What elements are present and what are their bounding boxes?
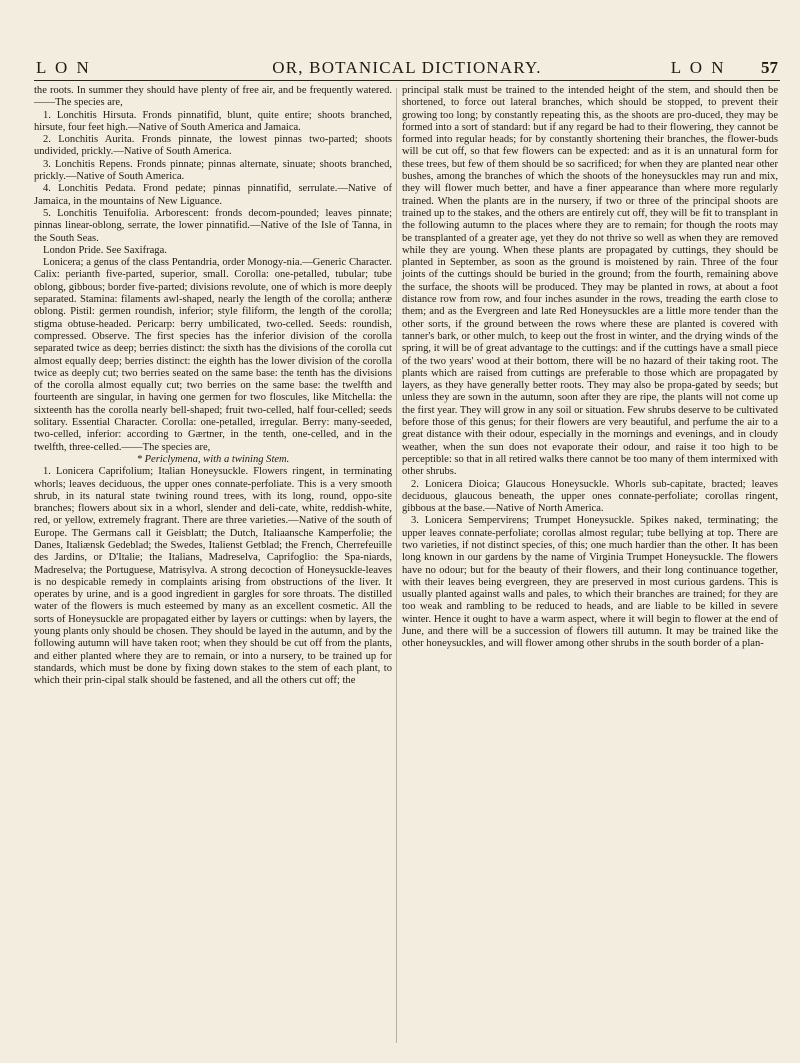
header-title: OR, BOTANICAL DICTIONARY. (272, 58, 542, 77)
paragraph: 3. Lonicera Sempervirens; Trumpet Honeysuckle. Spikes naked, terminating; the upper leaves connate-perfoliate; corollas almost regular; tube bellying at top. There are two varieties, if not distinct species, of this; one much hardier than the other. It has been long known in our gardens by the name of Virginia Trumpet Honeysuckle. The flowers have no odour; but for the beauty of their flowers, and their long continuance together, with their leaves being evergreen, they are preserved in most curious gardens. This is usually planted against walls and pales, to which their branches are trained; for they are too weak and rambling to be reduced to heads, and are liable to be killed in severe winter. Hence it ought to have a warm aspect, where it will begin to flower at the end of June, and there will be a succession of flowers till autumn. It may be trained like the other honeysuckles, and will flower among other shrubs in the south border of a plan- (402, 515, 778, 650)
paragraph: the roots. In summer they should have plenty of free air, and be frequently watered.——The species are, (34, 85, 392, 109)
paragraph: principal stalk must be trained to the intended height of the stem, and should then be shortened, to force out lateral branches, which should be stopped, to prevent their growing too long; by constantly repeating this, as the shoots are pro-duced, they may be formed into a sort of standard: but if any regard be had to their flowering, they cannot be formed into regular heads; for by constantly shortening their branches, the flower-buds will be cut off, so that few flowers can be expected: and as it is an unnatural form for these trees, but few of them should be so sacrificed; for when they are planted near other bushes, among the branches of which the shoots of the honeysuckles may run and mix, they will flower much better, and have a finer appearance than where more regularly trained. When the plants are in the nursery, if two or three of the principal shoots are trained up to the stakes, and the others are entirely cut off, they will be fit to transplant in the following autumn to the places where they are to remain; for though the roots may be transplanted of a greater age, yet they do not thrive so well as when they are removed while they are young. When these plants are propagated by cuttings, they should be planted in September, as soon as the ground is moistened by rain. Three of the four joints of the cuttings should be buried in the ground; from the fourth, remaining above the surface, the shoots will be produced. They may be planted in rows, at about a foot distance row from row, and four inches asunder in the rows, treading the earth close to them; and as the Evergreen and late Red Honeysuckles are a little more tender than the other sorts, if the ground between the rows where these are planted is covered with tanner's bark, or other mulch, to keep out the frost in winter, and the drying winds of the spring, it will be of great advantage to the cuttings: and if the cuttings have a small piece of the two years' wood at their bottom, there will be no hazard of their taking root. The plants which are raised from cuttings are preferable to those which are propagated by layers, as they have generally better roots. They may also be propa-gated by seeds; but unless they are sown in the autumn, soon after they are ripe, the plants will not come up the first year. They will grow in any soil or situation. Few shrubs deserve to be cultivated before those of this genus; for their flowers are very beautiful, and perfume the air to a great distance with their odour, especially in the mornings and evenings, and in cloudy weather, when the sun does not evaporate their odour, and raise it too high to be perceptible: so that in all retired walks there cannot be too many of them intermixed with other shrubs. (402, 85, 778, 478)
header-left-guide-word: L O N (36, 58, 92, 77)
paragraph: 2. Lonchitis Aurita. Fronds pinnate, the lowest pinnas two-parted; shoots undivided, prickly.—Native of South America. (34, 134, 392, 158)
section-heading: * Periclymena, with a twining Stem. (136, 453, 290, 465)
column-divider (396, 88, 397, 1043)
page-number: 57 (761, 58, 778, 77)
entry-london-pride: London Pride. See Saxifraga. (43, 244, 167, 256)
paragraph: 5. Lonchitis Tenuifolia. Arborescent: fronds decom-pounded; leaves pinnate; pinnas linear-oblong, serrate, the lower pinnatifid.—Native of the Isle of Tanna, in the South Seas. (34, 207, 392, 244)
right-column (402, 85, 778, 651)
left-column (34, 85, 392, 688)
paragraph: 1. Lonicera Caprifolium; Italian Honeysuckle. Flowers ringent, in terminating whorls; leaves deciduous, the upper ones connate-perfoliate. This is a very smooth shrub, in its natural state twining round trees, with its long, round, oppo-site branches; flowers about six in a whorl, slender and deli-cate, white, reddish-white, red, or yellow, extremely fragrant. There are three varieties.—Native of the south of Europe. The Germans call it Geisblatt; the Dutch, Italiaansche Kamperfolie; the Danes, Italiænsk Gedeblad; the Swedes, Italienst Getblad; the French, Cherrefeuille des Jardins, or D'Italie; the Italians, Madreselva, Caprifoglio: the Spa-niards, Madreselva; the Portuguese, Matrisylva. A strong decoction of Honeysuckle-leaves is no despicable remedy in complaints arising from obstructions of the liver. It operates by urine, and is a good ingredient in gargles for sore throats. The distilled water of the flowers is much esteemed by many as an excellent cosmetic. All the sorts of Honeysuckle are propagated either by layers or cuttings: when by layers, the young plants only should be chosen. They should be layed in the autumn, and by the following autumn will have taken root; when they should be cut off from the plants, and either planted where they are to remain, or into a nursery, to be trained up for standards, which must be done by fixing down stakes to the stem of each plant, to which their prin-cipal stalk should be fastened, and all the others cut off; the (34, 466, 392, 687)
entry-lonicera: Lonicera; a genus of the class Pentandria, order Monogy-nia.—Generic Character. Calix: perianth five-parted, superior, small. Corolla: one-petalled, tubular; tube oblong, gibbous; border five-parted; divisions revolute, one of which is more deeply separated. Stamina: filaments awl-shaped, nearly the length of the corolla; antheræ oblong. Pistil: germen roundish, inferior; style filiform, the length of the corolla; stigma obtuse-headed. Pericarp: berry umbilicated, two-celled. Seeds: roundish, compressed. Observe. The first species has the inferior division of the corolla separated twice as deep; berries distinct: the sixth has the divisions of the corolla cut almost equally deep; berries distinct: the eighth has the lower division of the corolla twice as deeply cut; two berries seated on the same base: the tenth has the divisions of the corolla almost equally cut; two berries on the same base: the twelfth and fourteenth are singular, in having one germen for two floscules, like Mitchella: the sixteenth has the corolla nearly bell-shaped; fruit two-celled, half four-celled; seeds solitary. Essential Character. Corolla: one-petalled, irregular. Berry: many-seeded, two-celled, inferior: according to Gærtner, in the tenth, one-celled, and in the twelfth, three-celled.——The species are, (34, 257, 392, 453)
paragraph: 3. Lonchitis Repens. Fronds pinnate; pinnas alternate, sinuate; shoots branched, prickly.—Native of South America. (34, 158, 392, 183)
header-right-guide-word: L O N (670, 58, 726, 77)
paragraph: 1. Lonchitis Hirsuta. Fronds pinnatifid, blunt, quite entire; shoots branched, hirsute, four feet high.—Native of South America and Jamaica. (34, 109, 392, 133)
header-rule (34, 80, 780, 81)
paragraph: 2. Lonicera Dioica; Glaucous Honeysuckle. Whorls sub-capitate, bracted; leaves deciduous, glaucous beneath, the upper ones connate-perfoliate; corollas ringent, gibbous at the base.—Native of North America. (402, 478, 778, 515)
paragraph: 4. Lonchitis Pedata. Frond pedate; pinnas pinnatifid, serrulate.—Native of Jamaica, in the mountains of New Liguance. (34, 183, 392, 207)
running-header (36, 54, 778, 80)
